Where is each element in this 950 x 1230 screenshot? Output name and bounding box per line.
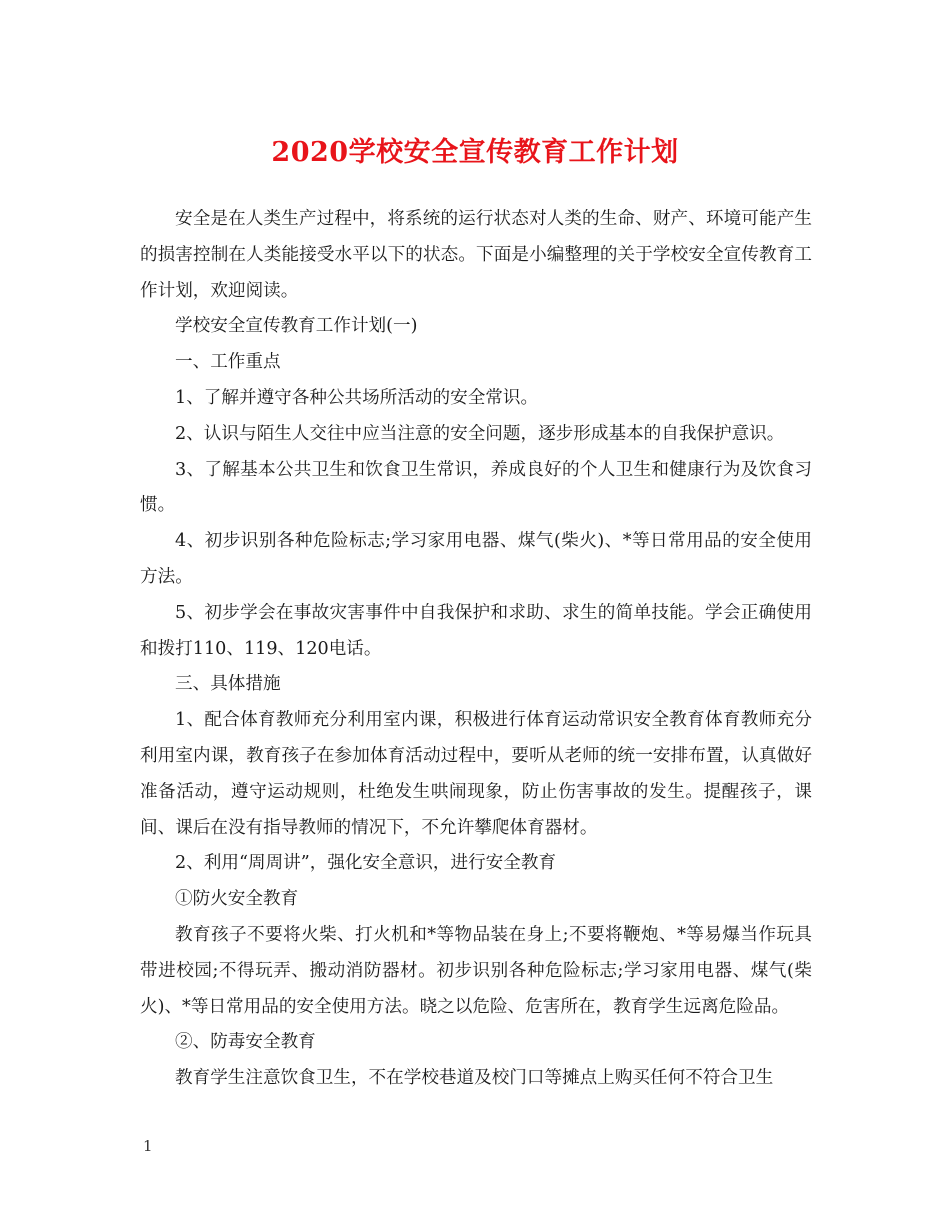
document-title: 2020学校安全宣传教育工作计划 (271, 137, 679, 168)
section-heading-measures: 三、具体措施 (175, 674, 281, 695)
focus-item-5: 5、初步学会在事故灾害事件中自我保护和求助、求生的简单技能。学会正确使用和拨打110、119、120电话。 (140, 602, 812, 659)
focus-item-2: 2、认识与陌生人交往中应当注意的安全问题，逐步形成基本的自我保护意识。 (175, 423, 785, 444)
measure-item-2: 2、利用“周周讲”，强化安全意识，进行安全教育 (175, 853, 557, 874)
page-number: 1 (143, 1137, 153, 1155)
plan-subtitle: 学校安全宣传教育工作计划(一) (175, 316, 418, 337)
focus-item-1: 1、了解并遵守各种公共场所活动的安全常识。 (175, 387, 539, 408)
document-body (140, 202, 812, 1097)
fire-safety-paragraph: 教育孩子不要将火柴、打火机和*等物品装在身上;不要将鞭炮、*等易爆当作玩具带进校园;不得玩弄、搬动消防器材。初步识别各种危险标志;学习家用电器、煤气(柴火)、*等日常用品的安全使用方法。晓之以危险、危害所在，教育学生远离危险品。 (140, 924, 812, 1017)
focus-item-4: 4、初步识别各种危险标志;学习家用电器、煤气(柴火)、*等日常用品的安全使用方法。 (140, 531, 812, 587)
intro-paragraph: 安全是在人类生产过程中，将系统的运行状态对人类的生命、财产、环境可能产生的损害控制在人类能接受水平以下的状态。下面是小编整理的关于学校安全宣传教育工作计划，欢迎阅读。 (140, 209, 812, 301)
fire-safety-heading: ①防火安全教育 (175, 889, 299, 910)
measure-item-1: 1、配合体育教师充分利用室内课，积极进行体育运动常识安全教育体育教师充分利用室内课，教育孩子在参加体育活动过程中，要听从老师的统一安排布置，认真做好准备活动，遵守运动规则，杜绝发生哄闹现象，防止伤害事故的发生。提醒孩子，课间、课后在没有指导教师的情况下，不允许攀爬体育器材。 (140, 710, 812, 838)
focus-item-3: 3、了解基本公共卫生和饮食卫生常识，养成良好的个人卫生和健康行为及饮食习惯。 (140, 459, 812, 516)
poison-safety-paragraph: 教育学生注意饮食卫生，不在学校巷道及校门口等摊点上购买任何不符合卫生 (175, 1068, 774, 1089)
poison-safety-heading: ②、防毒安全教育 (175, 1032, 316, 1053)
section-heading-focus: 一、工作重点 (175, 352, 281, 373)
